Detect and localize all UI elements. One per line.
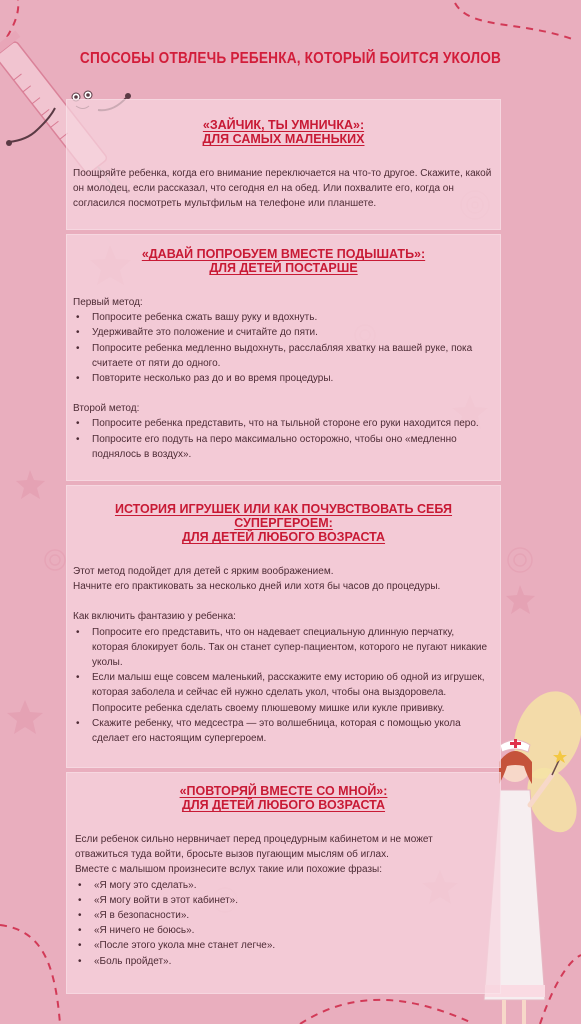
list-item: • «Я в безопасности». — [75, 908, 451, 923]
section-text: Этот метод подойдет для детей с ярким воображением. — [73, 566, 334, 577]
list-item: • Попросите его подуть на перо максимально осторожно, чтобы оно «медленно поднялось в воздух». — [73, 432, 493, 462]
section-text: Начните его практиковать за несколько дней или хотя бы часов до процедуры. — [73, 581, 441, 593]
section-heading: «ЗАЙЧИК, ТЫ УМНИЧКА»: ДЛЯ САМЫХ МАЛЕНЬКИХ — [202, 118, 365, 146]
section-card — [66, 234, 501, 481]
method-label: Первый метод: — [73, 297, 143, 308]
section-card — [66, 772, 501, 994]
list-item: • «Я ничего не боюсь». — [75, 923, 451, 938]
list-item: • «После этого укола мне станет легче». — [75, 938, 451, 953]
list-item: • Попросите ребенка представить, что на тыльной стороне его руки находится перо. — [73, 416, 493, 431]
section-text: Вместе с малышом произнесите вслух такие или похожие фразы: — [75, 864, 382, 876]
section-card — [66, 485, 501, 768]
list-item: • Если малыш еще совсем маленький, расскажите ему историю об одной из игрушек, которая заболела и сейчас ей нужно сделать укол, чтобы она выздоровела. Попросите ребенка сделать своему плюшевому мишке или кукле прививку. — [73, 670, 493, 716]
section-heading: ИСТОРИЯ ИГРУШЕК ИЛИ КАК ПОЧУВСТВОВАТЬ СЕБЯ СУПЕРГЕРОЕМ: ДЛЯ ДЕТЕЙ ЛЮБОГО ВОЗРАСТА — [114, 502, 453, 544]
page-title: СПОСОБЫ ОТВЛЕЧЬ РЕБЕНКА, КОТОРЫЙ БОИТСЯ УКОЛОВ — [79, 50, 502, 67]
list-item: • Повторите несколько раз до и во время процедуры. — [73, 371, 493, 386]
section-text: Поощряйте ребенка, когда его внимание переключается на что-то другое. Скажите, какой он молодец, если рассказал, что сегодня ел на обед. Или похвалите его, когда он согласился посмотреть мультфильм на телефоне или планшете. — [73, 168, 492, 210]
method-label: Второй метод: — [73, 403, 140, 415]
list-item: • Удерживайте это положение и считайте до пяти. — [73, 325, 493, 340]
list-label: Как включить фантазию у ребенка: — [73, 611, 236, 623]
list-item: • Скажите ребенку, что медсестра — это волшебница, которая с помощью укола сделает его настоящим супергероем. — [73, 716, 493, 746]
list-item: • «Я могу это сделать». — [75, 878, 451, 893]
list-item: • Попросите его представить, что он надевает специальную длинную перчатку, которая блокирует боль. Так он станет супер-пациентом, которого не пугают никакие уколы. — [73, 625, 493, 671]
section-heading: «ПОВТОРЯЙ ВМЕСТЕ СО МНОЙ»: ДЛЯ ДЕТЕЙ ЛЮБОГО ВОЗРАСТА — [179, 784, 388, 812]
list-item: • «Боль пройдет». — [75, 954, 451, 969]
list-item: • Попросите ребенка сжать вашу руку и вдохнуть. — [73, 310, 493, 325]
section-card — [66, 99, 501, 230]
section-text: Если ребенок сильно нервничает перед процедурным кабинетом и не может отважиться туда войти, бросьте вызов пугающим мыслям об иглах. — [75, 834, 433, 861]
method-list — [73, 310, 493, 386]
method-list — [73, 416, 493, 462]
phrases-list — [75, 878, 451, 969]
tips-list — [73, 625, 493, 747]
list-item: • Попросите ребенка медленно выдохнуть, расслабляя хватку на вашей руке, пока считаете от пяти до одного. — [73, 341, 493, 371]
section-heading: «ДАВАЙ ПОПРОБУЕМ ВМЕСТЕ ПОДЫШАТЬ»: ДЛЯ ДЕТЕЙ ПОСТАРШЕ — [141, 247, 426, 275]
list-item: • «Я могу войти в этот кабинет». — [75, 893, 451, 908]
